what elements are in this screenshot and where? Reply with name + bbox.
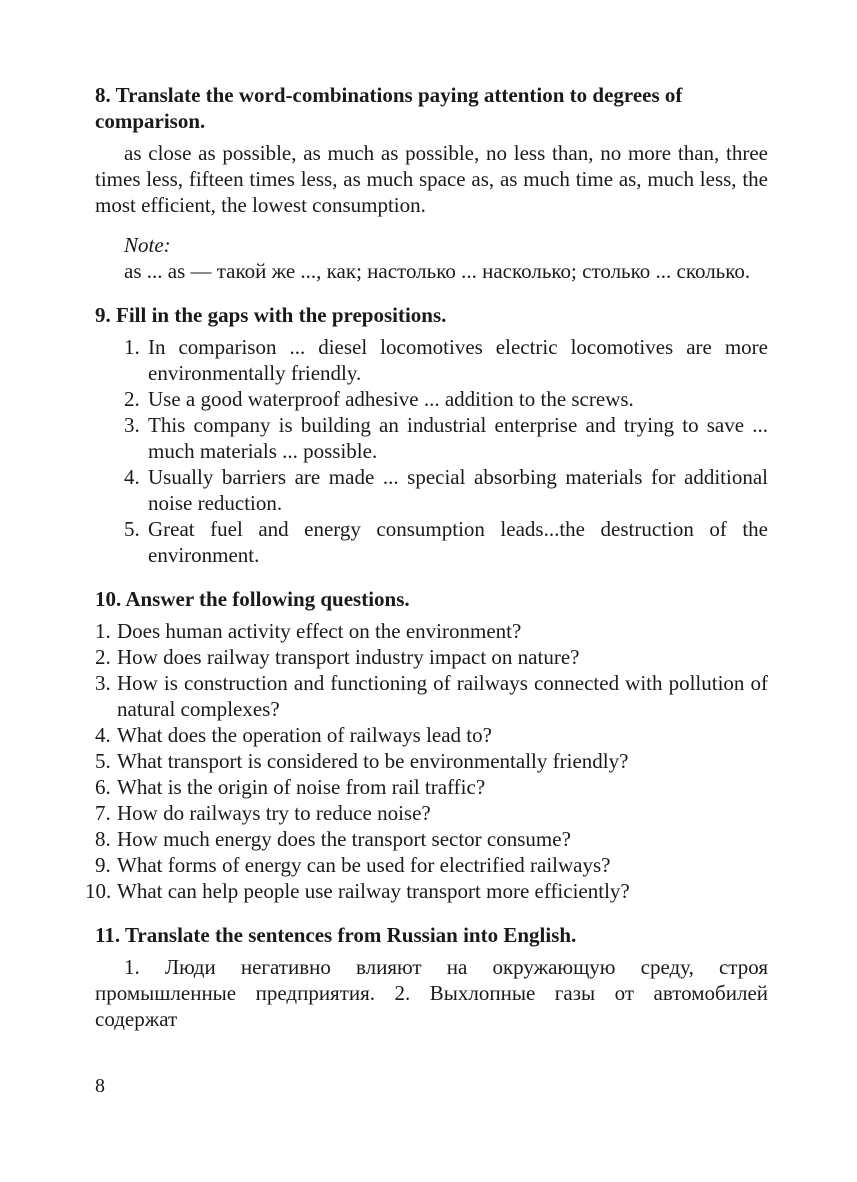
item-number: 3. bbox=[124, 413, 140, 437]
list-item bbox=[95, 670, 768, 722]
item-number: 9. bbox=[95, 853, 111, 877]
list-item bbox=[95, 800, 768, 826]
item-number: 4. bbox=[124, 465, 140, 489]
item-text: How does railway transport industry impact on nature? bbox=[117, 645, 580, 669]
item-text: What forms of energy can be used for electrified railways? bbox=[117, 853, 611, 877]
item-number: 1. bbox=[124, 335, 140, 359]
exercise-9-heading: 9. Fill in the gaps with the prepositions. bbox=[95, 303, 447, 327]
exercise-10 bbox=[85, 586, 768, 904]
item-text: What is the origin of noise from rail traffic? bbox=[117, 775, 486, 799]
item-number: 2. bbox=[124, 387, 140, 411]
exercise-9-list bbox=[95, 334, 768, 568]
exercise-10-heading: 10. Answer the following questions. bbox=[95, 587, 410, 611]
item-number: 5. bbox=[95, 749, 111, 773]
list-item bbox=[95, 826, 768, 852]
item-text: In comparison ... diesel locomotives electric locomotives are more environmentally friendly. bbox=[148, 335, 768, 385]
item-number: 10. bbox=[85, 879, 112, 903]
page-number: 8 bbox=[95, 1075, 105, 1097]
list-item bbox=[124, 412, 768, 464]
exercise-11 bbox=[95, 922, 768, 1032]
list-item bbox=[95, 852, 768, 878]
item-text: What transport is considered to be environmentally friendly? bbox=[117, 749, 629, 773]
item-number: 1. bbox=[95, 619, 111, 643]
item-text: How is construction and functioning of railways connected with pollution of natural complexes? bbox=[117, 671, 768, 721]
exercise-10-list bbox=[85, 618, 768, 904]
item-number: 4. bbox=[95, 723, 111, 747]
list-item bbox=[95, 774, 768, 800]
list-item bbox=[124, 516, 768, 568]
list-item bbox=[95, 722, 768, 748]
item-text: How do railways try to reduce noise? bbox=[117, 801, 431, 825]
exercise-8 bbox=[95, 82, 768, 284]
exercise-9 bbox=[95, 302, 768, 568]
list-item bbox=[85, 878, 768, 904]
item-number: 2. bbox=[95, 645, 111, 669]
item-text: Use a good waterproof adhesive ... addition to the screws. bbox=[148, 387, 634, 411]
item-text: Great fuel and energy consumption leads...the destruction of the environment. bbox=[148, 517, 768, 567]
list-item bbox=[124, 334, 768, 386]
note-label: Note: bbox=[124, 233, 171, 257]
item-text: Does human activity effect on the environment? bbox=[117, 619, 522, 643]
item-number: 7. bbox=[95, 801, 111, 825]
note-text: as ... as — такой же ..., как; настолько ... насколько; столько ... сколько. bbox=[124, 259, 751, 283]
item-text: How much energy does the transport sector consume? bbox=[117, 827, 571, 851]
exercise-11-body: 1. Люди негативно влияют на окружающую среду, строя промышленные предприятия. 2. Выхлопные газы от автомобилей содержат bbox=[95, 955, 768, 1031]
item-number: 6. bbox=[95, 775, 111, 799]
item-text: What does the operation of railways lead to? bbox=[117, 723, 492, 747]
item-text: What can help people use railway transport more efficiently? bbox=[117, 879, 630, 903]
exercise-11-heading: 11. Translate the sentences from Russian into English. bbox=[95, 923, 577, 947]
list-item bbox=[124, 464, 768, 516]
item-text: Usually barriers are made ... special absorbing materials for additional noise reduction. bbox=[148, 465, 768, 515]
list-item bbox=[95, 748, 768, 774]
item-text: This company is building an industrial enterprise and trying to save ... much materials ... possible. bbox=[148, 413, 768, 463]
list-item bbox=[95, 618, 768, 644]
exercise-8-heading: 8. Translate the word-combinations paying attention to degrees of comparison. bbox=[95, 83, 683, 133]
exercise-8-body: as close as possible, as much as possible, no less than, no more than, three times less, fifteen times less, as much space as, as much time as, much less, the most efficient, the lowest consumption. bbox=[95, 141, 768, 217]
item-number: 3. bbox=[95, 671, 111, 695]
item-number: 5. bbox=[124, 517, 140, 541]
page-content bbox=[85, 82, 768, 1032]
item-number: 8. bbox=[95, 827, 111, 851]
list-item bbox=[124, 386, 768, 412]
list-item bbox=[95, 644, 768, 670]
